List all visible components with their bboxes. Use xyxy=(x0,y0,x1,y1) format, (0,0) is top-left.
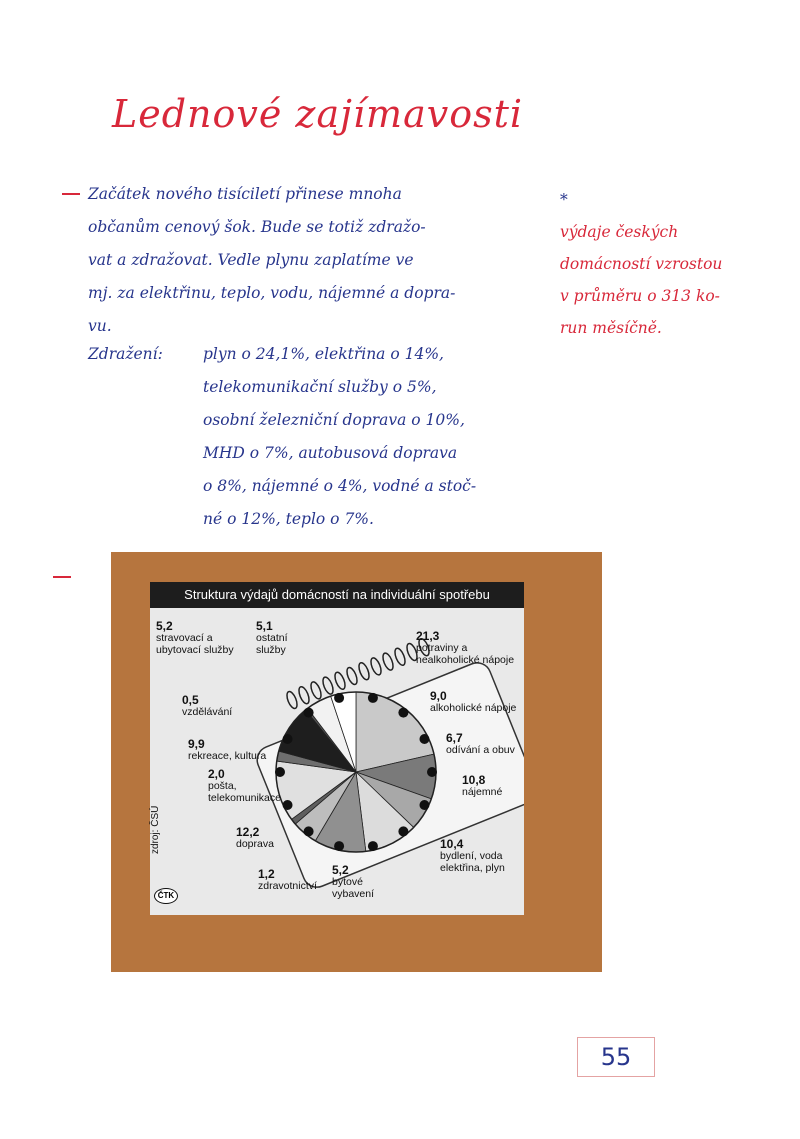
bullet-dash xyxy=(62,193,80,195)
increase-label: Zdražení: xyxy=(88,345,163,363)
chart-header: Struktura výdajů domácností na individuální spotřebu xyxy=(150,582,524,608)
paragraph-line: vat a zdražovat. Vedle plynu zaplatíme ve xyxy=(88,251,414,269)
paragraph-line: Začátek nového tisíciletí přinese mnoha xyxy=(88,185,402,203)
binder-hole xyxy=(334,841,344,851)
binder-hole xyxy=(304,708,314,718)
note-line: * výdaje českých xyxy=(560,184,795,248)
spiral-ring xyxy=(285,690,299,710)
increase-line: MHD o 7%, autobusová doprava xyxy=(203,444,458,462)
binder-hole xyxy=(368,841,378,851)
intro-paragraph xyxy=(88,178,558,343)
spiral-ring xyxy=(297,685,311,705)
increase-line: osobní železniční doprava o 10%, xyxy=(203,411,465,429)
slice-label-bydleni: 10,4 bydlení, voda elektřina, plyn xyxy=(440,837,505,874)
spiral-ring xyxy=(357,661,371,681)
spiral-ring xyxy=(345,666,359,686)
slice-label-bytove: 5,2 bytové vybavení xyxy=(332,863,375,900)
binder-hole xyxy=(334,693,344,703)
page-number: 55 xyxy=(577,1037,655,1077)
binder-hole xyxy=(427,767,437,777)
asterisk-icon: * xyxy=(560,191,568,209)
increase-line: telekomunikační služby o 5%, xyxy=(203,378,437,396)
increase-list xyxy=(203,338,563,536)
chart-source: zdroj: ČSÚ xyxy=(150,805,161,854)
paragraph-line: vu. xyxy=(88,317,112,335)
chart-card xyxy=(150,582,524,915)
slice-label-rekreace: 9,9 rekreace, kultura xyxy=(188,737,267,762)
spiral-ring xyxy=(321,676,335,696)
paragraph-line: občanům cenový šok. Bude se totiž zdražo- xyxy=(88,218,426,236)
increase-line: né o 12%, teplo o 7%. xyxy=(203,510,374,528)
slice-label-potraviny: 21,3 potraviny a nealkoholické nápoje xyxy=(416,629,515,666)
increase-line: plyn o 24,1%, elektřina o 14%, xyxy=(203,345,444,363)
increase-line: o 8%, nájemné o 4%, vodné a stoč- xyxy=(203,477,477,495)
spiral-ring xyxy=(381,652,395,672)
spiral-ring xyxy=(333,671,347,691)
binder-hole xyxy=(368,693,378,703)
slice-label-zdravotnictvi: 1,2 zdravotnictví xyxy=(258,867,317,892)
binder-hole xyxy=(419,734,429,744)
ctk-logo: ČTK xyxy=(154,888,178,904)
slice-label-doprava: 12,2 doprava xyxy=(236,825,274,850)
slice-label-posta: 2,0 pošta, telekomunikace xyxy=(208,767,281,804)
side-note xyxy=(560,184,795,344)
note-line: domácností vzrostou xyxy=(560,255,723,273)
slice-label-alkohol: 9,0 alkoholické nápoje xyxy=(430,689,517,714)
slice-label-vzdelavani: 0,5 vzdělávání xyxy=(182,693,233,718)
paragraph-line: mj. za elektřinu, teplo, vodu, nájemné a dopra- xyxy=(88,284,456,302)
spiral-ring xyxy=(393,647,407,667)
slice-label-najemne: 10,8 nájemné xyxy=(462,773,503,798)
binder-hole xyxy=(398,826,408,836)
binder-hole xyxy=(419,800,429,810)
note-line: run měsíčně. xyxy=(560,319,662,337)
bullet-dash xyxy=(53,576,71,578)
binder-hole xyxy=(283,734,293,744)
spiral-ring xyxy=(369,657,383,677)
spiral-ring xyxy=(309,681,323,701)
note-line: v průměru o 313 ko- xyxy=(560,287,720,305)
slice-label-odivani: 6,7 odívání a obuv xyxy=(446,731,515,756)
page-title: Lednové zajímavosti xyxy=(112,92,524,136)
binder-hole xyxy=(304,826,314,836)
slice-label-ostatni: 5,1 ostatní služby xyxy=(256,619,288,656)
slice-label-stravovaci: 5,2 stravovací a ubytovací služby xyxy=(156,619,234,656)
binder-hole xyxy=(398,708,408,718)
